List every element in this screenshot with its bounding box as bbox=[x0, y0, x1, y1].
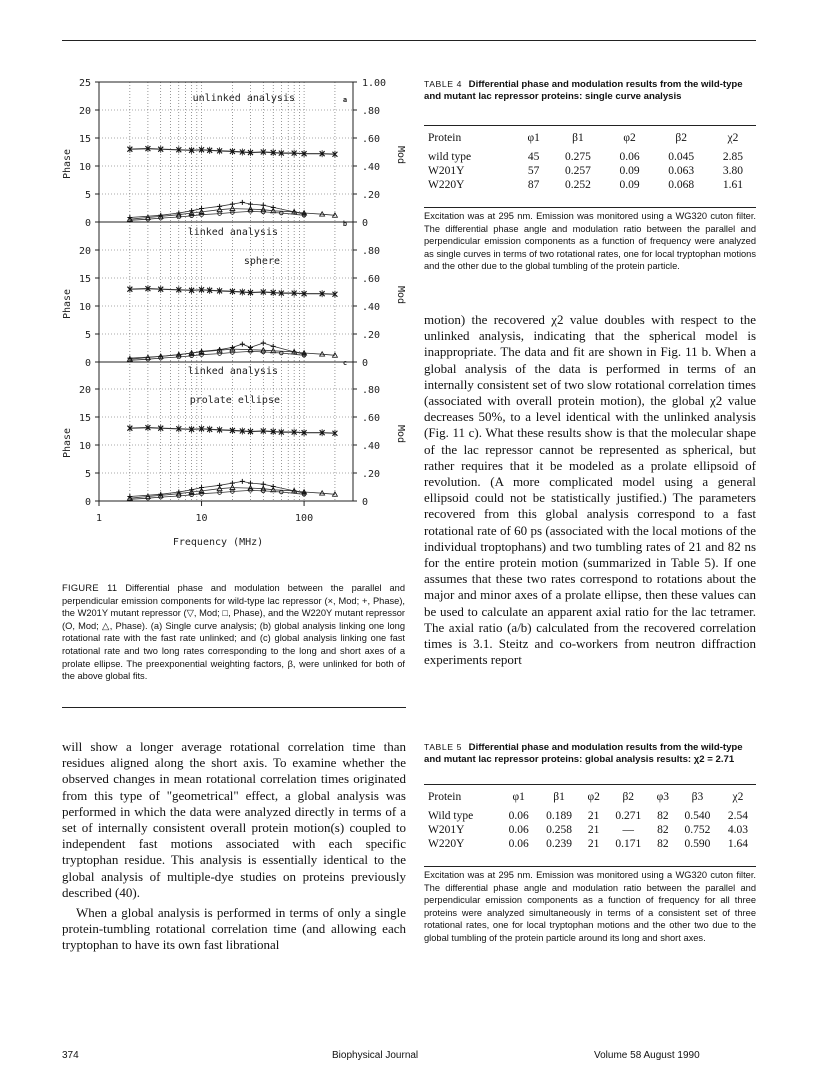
tick-label-right: .40 bbox=[362, 162, 381, 173]
table5-header-5: φ3 bbox=[656, 791, 670, 803]
footer-page-number: 374 bbox=[62, 1050, 79, 1061]
body-right-column bbox=[424, 312, 756, 668]
tick-label-left: 10 bbox=[78, 441, 91, 452]
data-point-plus bbox=[240, 342, 245, 347]
panel-annotation: prolate ellipse bbox=[189, 395, 280, 406]
data-point-plus bbox=[271, 484, 276, 489]
footer-journal: Biophysical Journal bbox=[332, 1050, 419, 1061]
table-cell: 21 bbox=[587, 824, 600, 836]
tick-label-left: 10 bbox=[78, 302, 91, 313]
table-cell: 2.54 bbox=[727, 810, 748, 822]
tick-label-left: 5 bbox=[84, 469, 91, 480]
tick-label-right: .60 bbox=[362, 274, 381, 285]
body-left-paragraph-2: When a global analysis is performed in terms of only a single protein-tumbling rotational correlation time (and allowing each tryptophan to have its own fast librational bbox=[62, 905, 406, 953]
table-cell: wild type bbox=[428, 151, 472, 163]
caption-bottom-rule bbox=[62, 707, 406, 708]
tick-label-left: 5 bbox=[84, 190, 91, 201]
body-left-paragraph-1: will show a longer average rotational correlation time than residues aligned along the short axis. To examine whether the observed changes in mean rotational correlation times originated from this type of "geometrical" effect, a global analysis was performed in which the data were analyzed directly in terms of a set of internally consistent overall protein motion(s) coupled to independent fast motions associated with each specific tryptophan residue. This analysis is essentially identical to the global analysis of multiple-dye studies on proteins previously described (40). bbox=[62, 739, 406, 900]
table-cell: 82 bbox=[657, 824, 669, 836]
table-cell: 3.80 bbox=[722, 165, 743, 177]
table-cell: 0.189 bbox=[546, 810, 572, 822]
table-cell: 0.06 bbox=[508, 824, 529, 836]
table-cell: 82 bbox=[657, 838, 669, 850]
table4-header-5: χ2 bbox=[727, 132, 739, 144]
panel-label: a bbox=[342, 96, 348, 104]
table4-header-1: φ1 bbox=[527, 132, 540, 144]
tick-label-right: 1.00 bbox=[362, 78, 387, 89]
table4-heading bbox=[424, 78, 756, 103]
data-point-plus bbox=[240, 200, 245, 205]
table-cell: 21 bbox=[587, 810, 600, 822]
figure-11-plot bbox=[62, 70, 406, 580]
table-row bbox=[424, 823, 756, 837]
body-left-column bbox=[62, 739, 406, 954]
panel-annotation: linked analysis bbox=[187, 227, 278, 238]
table-cell: 0.09 bbox=[619, 179, 640, 191]
tick-label-bottom: 1 bbox=[95, 513, 103, 524]
data-point-plus bbox=[199, 206, 204, 211]
table5-header-3: φ2 bbox=[587, 791, 600, 803]
ylabel-mod: Mod bbox=[395, 424, 406, 444]
table5-label: TABLE 5 bbox=[424, 742, 462, 752]
ylabel-mod: Mod bbox=[395, 145, 406, 165]
table-cell: 0.752 bbox=[684, 824, 711, 836]
ylabel-phase: Phase bbox=[62, 148, 73, 180]
figure-caption-text: Differential phase and modulation between the parallel and perpendicular emission components for wild-type lac repressor (×, Mod; +, Phase), the W201Y mutant repressor (▽, Mod; □, Phase), and the W220Y mutant repressor (O, Mod; △, Phase). (a) Single curve analysis; (b) global analysis linking one long rotational rate with the fast rate unlinked; and (c) global analysis linking one fast rotational rate and two long rates corresponding to the long and short axes of a prolate ellipse. The preexponential weighting factors, β, were unlinked for both of the above global fits. bbox=[62, 583, 405, 682]
table5-header-0: Protein bbox=[428, 791, 462, 803]
data-point-plus bbox=[217, 204, 222, 209]
tick-label-bottom: 100 bbox=[295, 513, 314, 524]
table-row bbox=[424, 164, 756, 178]
data-point-plus bbox=[240, 479, 245, 484]
table5-header-1: φ1 bbox=[512, 791, 525, 803]
table4-header-2: β1 bbox=[572, 132, 584, 144]
table-cell: 45 bbox=[527, 151, 540, 163]
tick-label-left: 5 bbox=[84, 330, 91, 341]
table-cell: 0.239 bbox=[546, 838, 572, 850]
table5-heading bbox=[424, 741, 756, 766]
table-cell: 0.271 bbox=[615, 810, 642, 822]
table-cell: 21 bbox=[587, 838, 600, 850]
table-cell: W220Y bbox=[428, 179, 465, 191]
table4-header-0: Protein bbox=[428, 132, 462, 144]
table-row bbox=[424, 178, 756, 192]
xlabel-frequency: Frequency (MHz) bbox=[172, 537, 264, 548]
table-cell: 1.61 bbox=[722, 179, 743, 191]
footer-volume: Volume 58 August 1990 bbox=[594, 1050, 700, 1061]
panel-label: c bbox=[342, 359, 348, 367]
table5-header-6: β3 bbox=[691, 791, 704, 803]
panel-label: b bbox=[342, 220, 348, 228]
tick-label-right: .80 bbox=[362, 106, 381, 117]
table-cell: 0.275 bbox=[564, 151, 591, 163]
panel-annotation: sphere bbox=[243, 256, 280, 267]
tick-label-left: 25 bbox=[78, 78, 91, 89]
table5-header-7: χ2 bbox=[732, 791, 744, 803]
table-cell: 0.590 bbox=[684, 838, 711, 850]
ylabel-phase: Phase bbox=[62, 427, 73, 459]
tick-label-bottom: 10 bbox=[195, 513, 208, 524]
figure-caption-label: FIGURE 11 bbox=[62, 583, 118, 593]
table-row bbox=[424, 809, 756, 823]
table-cell: 0.171 bbox=[615, 838, 642, 850]
tick-label-right: .40 bbox=[362, 441, 381, 452]
data-point-plus bbox=[261, 340, 266, 345]
table5-header-2: β1 bbox=[553, 791, 565, 803]
fit-line bbox=[130, 351, 304, 360]
tick-label-left: 0 bbox=[84, 218, 91, 229]
table-cell: 57 bbox=[527, 165, 540, 177]
tick-label-right: .80 bbox=[362, 246, 381, 257]
tick-label-right: .60 bbox=[362, 134, 381, 145]
tick-label-left: 15 bbox=[78, 274, 91, 285]
tick-label-right: .20 bbox=[362, 469, 381, 480]
tick-label-right: 0 bbox=[362, 497, 369, 508]
table-cell: 0.540 bbox=[684, 810, 711, 822]
table-cell: 0.252 bbox=[564, 179, 591, 191]
table-cell: 0.063 bbox=[668, 165, 695, 177]
table-cell: 0.258 bbox=[546, 824, 572, 836]
panel-annotation: linked analysis bbox=[187, 366, 278, 377]
tick-label-left: 20 bbox=[78, 106, 91, 117]
tick-label-right: .80 bbox=[362, 385, 381, 396]
ylabel-phase: Phase bbox=[62, 288, 73, 320]
table-cell: 0.06 bbox=[508, 838, 529, 850]
data-point-plus bbox=[199, 485, 204, 490]
figure-11 bbox=[62, 70, 406, 580]
table4 bbox=[424, 127, 756, 192]
table4-header-4: β2 bbox=[675, 132, 688, 144]
table-cell: W201Y bbox=[428, 824, 465, 836]
table-cell: 0.068 bbox=[668, 179, 695, 191]
tick-label-right: .20 bbox=[362, 330, 381, 341]
table4-top-rule bbox=[424, 125, 756, 126]
table-cell: — bbox=[622, 824, 635, 836]
tick-label-left: 15 bbox=[78, 413, 91, 424]
tick-label-left: 0 bbox=[84, 358, 91, 369]
tick-label-right: .20 bbox=[362, 190, 381, 201]
top-rule bbox=[62, 40, 756, 41]
tick-label-left: 15 bbox=[78, 134, 91, 145]
table-cell: W220Y bbox=[428, 838, 465, 850]
table-cell: 2.85 bbox=[722, 151, 743, 163]
table4-label: TABLE 4 bbox=[424, 79, 462, 89]
table4-bottom-rule bbox=[424, 207, 756, 208]
table5-note: Excitation was at 295 nm. Emission was monitored using a WG320 cuton filter. The differential phase angle and modulation ratio between the parallel and perpendicular emission components as a function of frequency for all three proteins were analyzed simultaneously in terms of a consistent set of three rotational rates, one for local tryptophan motions and the other two due to the global tumbling of the protein particle around its long and short axes. bbox=[424, 870, 756, 943]
tick-label-left: 20 bbox=[78, 385, 91, 396]
table-cell: 0.09 bbox=[619, 165, 640, 177]
ylabel-mod: Mod bbox=[395, 285, 406, 305]
table5-bottom-rule bbox=[424, 866, 756, 867]
tick-label-left: 20 bbox=[78, 246, 91, 257]
table5 bbox=[424, 786, 756, 851]
tick-label-left: 0 bbox=[84, 497, 91, 508]
table5-top-rule bbox=[424, 784, 756, 785]
table4-note: Excitation was at 295 nm. Emission was monitored using a WG320 cuton filter. The differential phase angle and modulation ratio between the parallel and perpendicular emission components as a function of frequency were analyzed as single curves in terms of two rotational rates, one for local tryptophan motions and the other due to the global tumbling of the protein particle. bbox=[424, 211, 756, 272]
tick-label-right: .40 bbox=[362, 302, 381, 313]
tick-label-left: 10 bbox=[78, 162, 91, 173]
body-right-paragraph: motion) the recovered χ2 value doubles with respect to the unlinked analysis, indicating that the spherical model is inappropriate. The data and fit are shown in Fig. 11 b. When a global analysis of the data is performed in terms of an internally consistent set of two slow rotational correlation times (associated with overall protein motion), the global χ2 value decreases 50%, to a level identical with the unlinked analysis (Fig. 11 c). What these results show is that the molecular shape of the lac repressor cannot be represented as spherical, but rather requires that it be modeled as a prolate ellipsoid of revolution. (A more complicated model using a general ellipsoid could not be statistically justified.) The parameters recovered from this global analysis correspond to a fast rotational rate of 60 ps (associated with the local motions of the individual troptophans) and two tumbling rates of 21 and 82 ns for the entire protein motion (summarized in Table 5). If one assumes that these two rates correspond to rotations about the major and minor axes of a prolate ellipse, then these values can be used to calculate an apparent axial ratio for the lac tetramer. The axial ratio (a/b) calculated from the recovered correlation times is 3.1. Steitz and co-workers from neutron diffraction experiments report bbox=[424, 312, 756, 668]
table-cell: Wild type bbox=[428, 810, 474, 822]
table5-title: Differential phase and modulation results from the wild-type and mutant lac repressor proteins: global analysis results: χ2 = 2.71 bbox=[424, 742, 743, 765]
table-cell: 0.045 bbox=[668, 151, 695, 163]
table4-header-3: φ2 bbox=[623, 132, 636, 144]
table4-title: Differential phase and modulation results from the wild-type and mutant lac repressor proteins: single curve analysis bbox=[424, 79, 743, 102]
table-cell: 0.257 bbox=[564, 165, 591, 177]
tick-label-right: .60 bbox=[362, 413, 381, 424]
panel-annotation: unlinked analysis bbox=[192, 93, 295, 104]
tick-label-right: 0 bbox=[362, 218, 369, 229]
table-cell: 4.03 bbox=[727, 824, 748, 836]
tick-label-right: 0 bbox=[362, 358, 369, 369]
table-cell: W201Y bbox=[428, 165, 465, 177]
data-point-plus bbox=[271, 205, 276, 210]
table-cell: 82 bbox=[657, 810, 669, 822]
figure-caption bbox=[62, 582, 405, 683]
table5-header-4: β2 bbox=[622, 791, 635, 803]
table-cell: 0.06 bbox=[508, 810, 529, 822]
table-row bbox=[424, 150, 756, 164]
table-cell: 1.64 bbox=[727, 838, 748, 850]
data-point-plus bbox=[217, 483, 222, 488]
table-cell: 87 bbox=[527, 179, 540, 191]
table-cell: 0.06 bbox=[619, 151, 640, 163]
table-row bbox=[424, 837, 756, 851]
